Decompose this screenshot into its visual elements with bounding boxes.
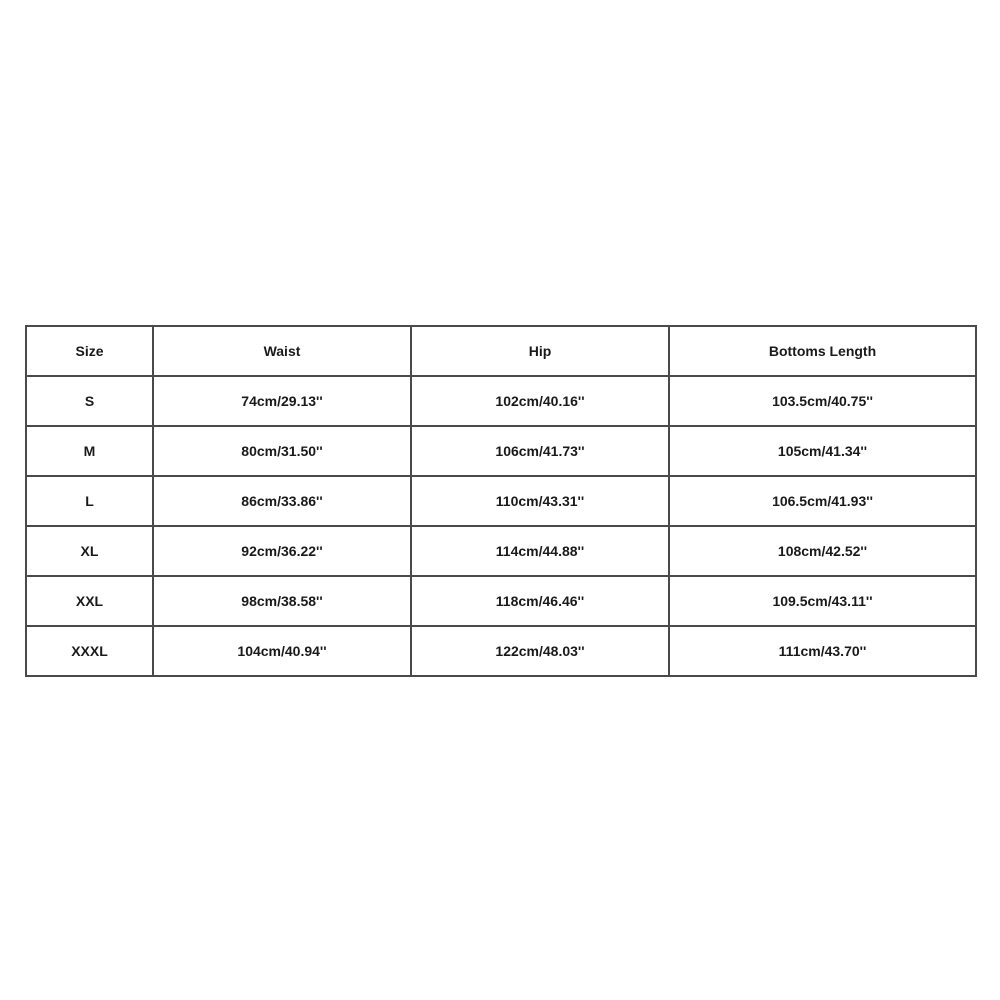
header-bottoms-length: Bottoms Length [669, 326, 976, 376]
cell-waist: 74cm/29.13'' [153, 376, 411, 426]
table-row [26, 426, 976, 476]
cell-size: S [26, 376, 153, 426]
cell-bottoms-length: 106.5cm/41.93'' [669, 476, 976, 526]
cell-size: XXL [26, 576, 153, 626]
cell-bottoms-length: 103.5cm/40.75'' [669, 376, 976, 426]
cell-hip: 102cm/40.16'' [411, 376, 669, 426]
cell-waist: 98cm/38.58'' [153, 576, 411, 626]
cell-bottoms-length: 108cm/42.52'' [669, 526, 976, 576]
cell-size: L [26, 476, 153, 526]
cell-size: M [26, 426, 153, 476]
table-row [26, 526, 976, 576]
cell-size: XXXL [26, 626, 153, 676]
cell-hip: 110cm/43.31'' [411, 476, 669, 526]
cell-bottoms-length: 105cm/41.34'' [669, 426, 976, 476]
cell-waist: 92cm/36.22'' [153, 526, 411, 576]
header-hip: Hip [411, 326, 669, 376]
cell-waist: 86cm/33.86'' [153, 476, 411, 526]
cell-hip: 122cm/48.03'' [411, 626, 669, 676]
cell-bottoms-length: 109.5cm/43.11'' [669, 576, 976, 626]
table-row [26, 476, 976, 526]
header-waist: Waist [153, 326, 411, 376]
cell-hip: 114cm/44.88'' [411, 526, 669, 576]
cell-hip: 118cm/46.46'' [411, 576, 669, 626]
table-row [26, 576, 976, 626]
header-size: Size [26, 326, 153, 376]
cell-bottoms-length: 111cm/43.70'' [669, 626, 976, 676]
table-row [26, 376, 976, 426]
table-row [26, 626, 976, 676]
cell-hip: 106cm/41.73'' [411, 426, 669, 476]
size-chart-table [25, 325, 977, 677]
cell-waist: 80cm/31.50'' [153, 426, 411, 476]
cell-size: XL [26, 526, 153, 576]
cell-waist: 104cm/40.94'' [153, 626, 411, 676]
table-header-row [26, 326, 976, 376]
